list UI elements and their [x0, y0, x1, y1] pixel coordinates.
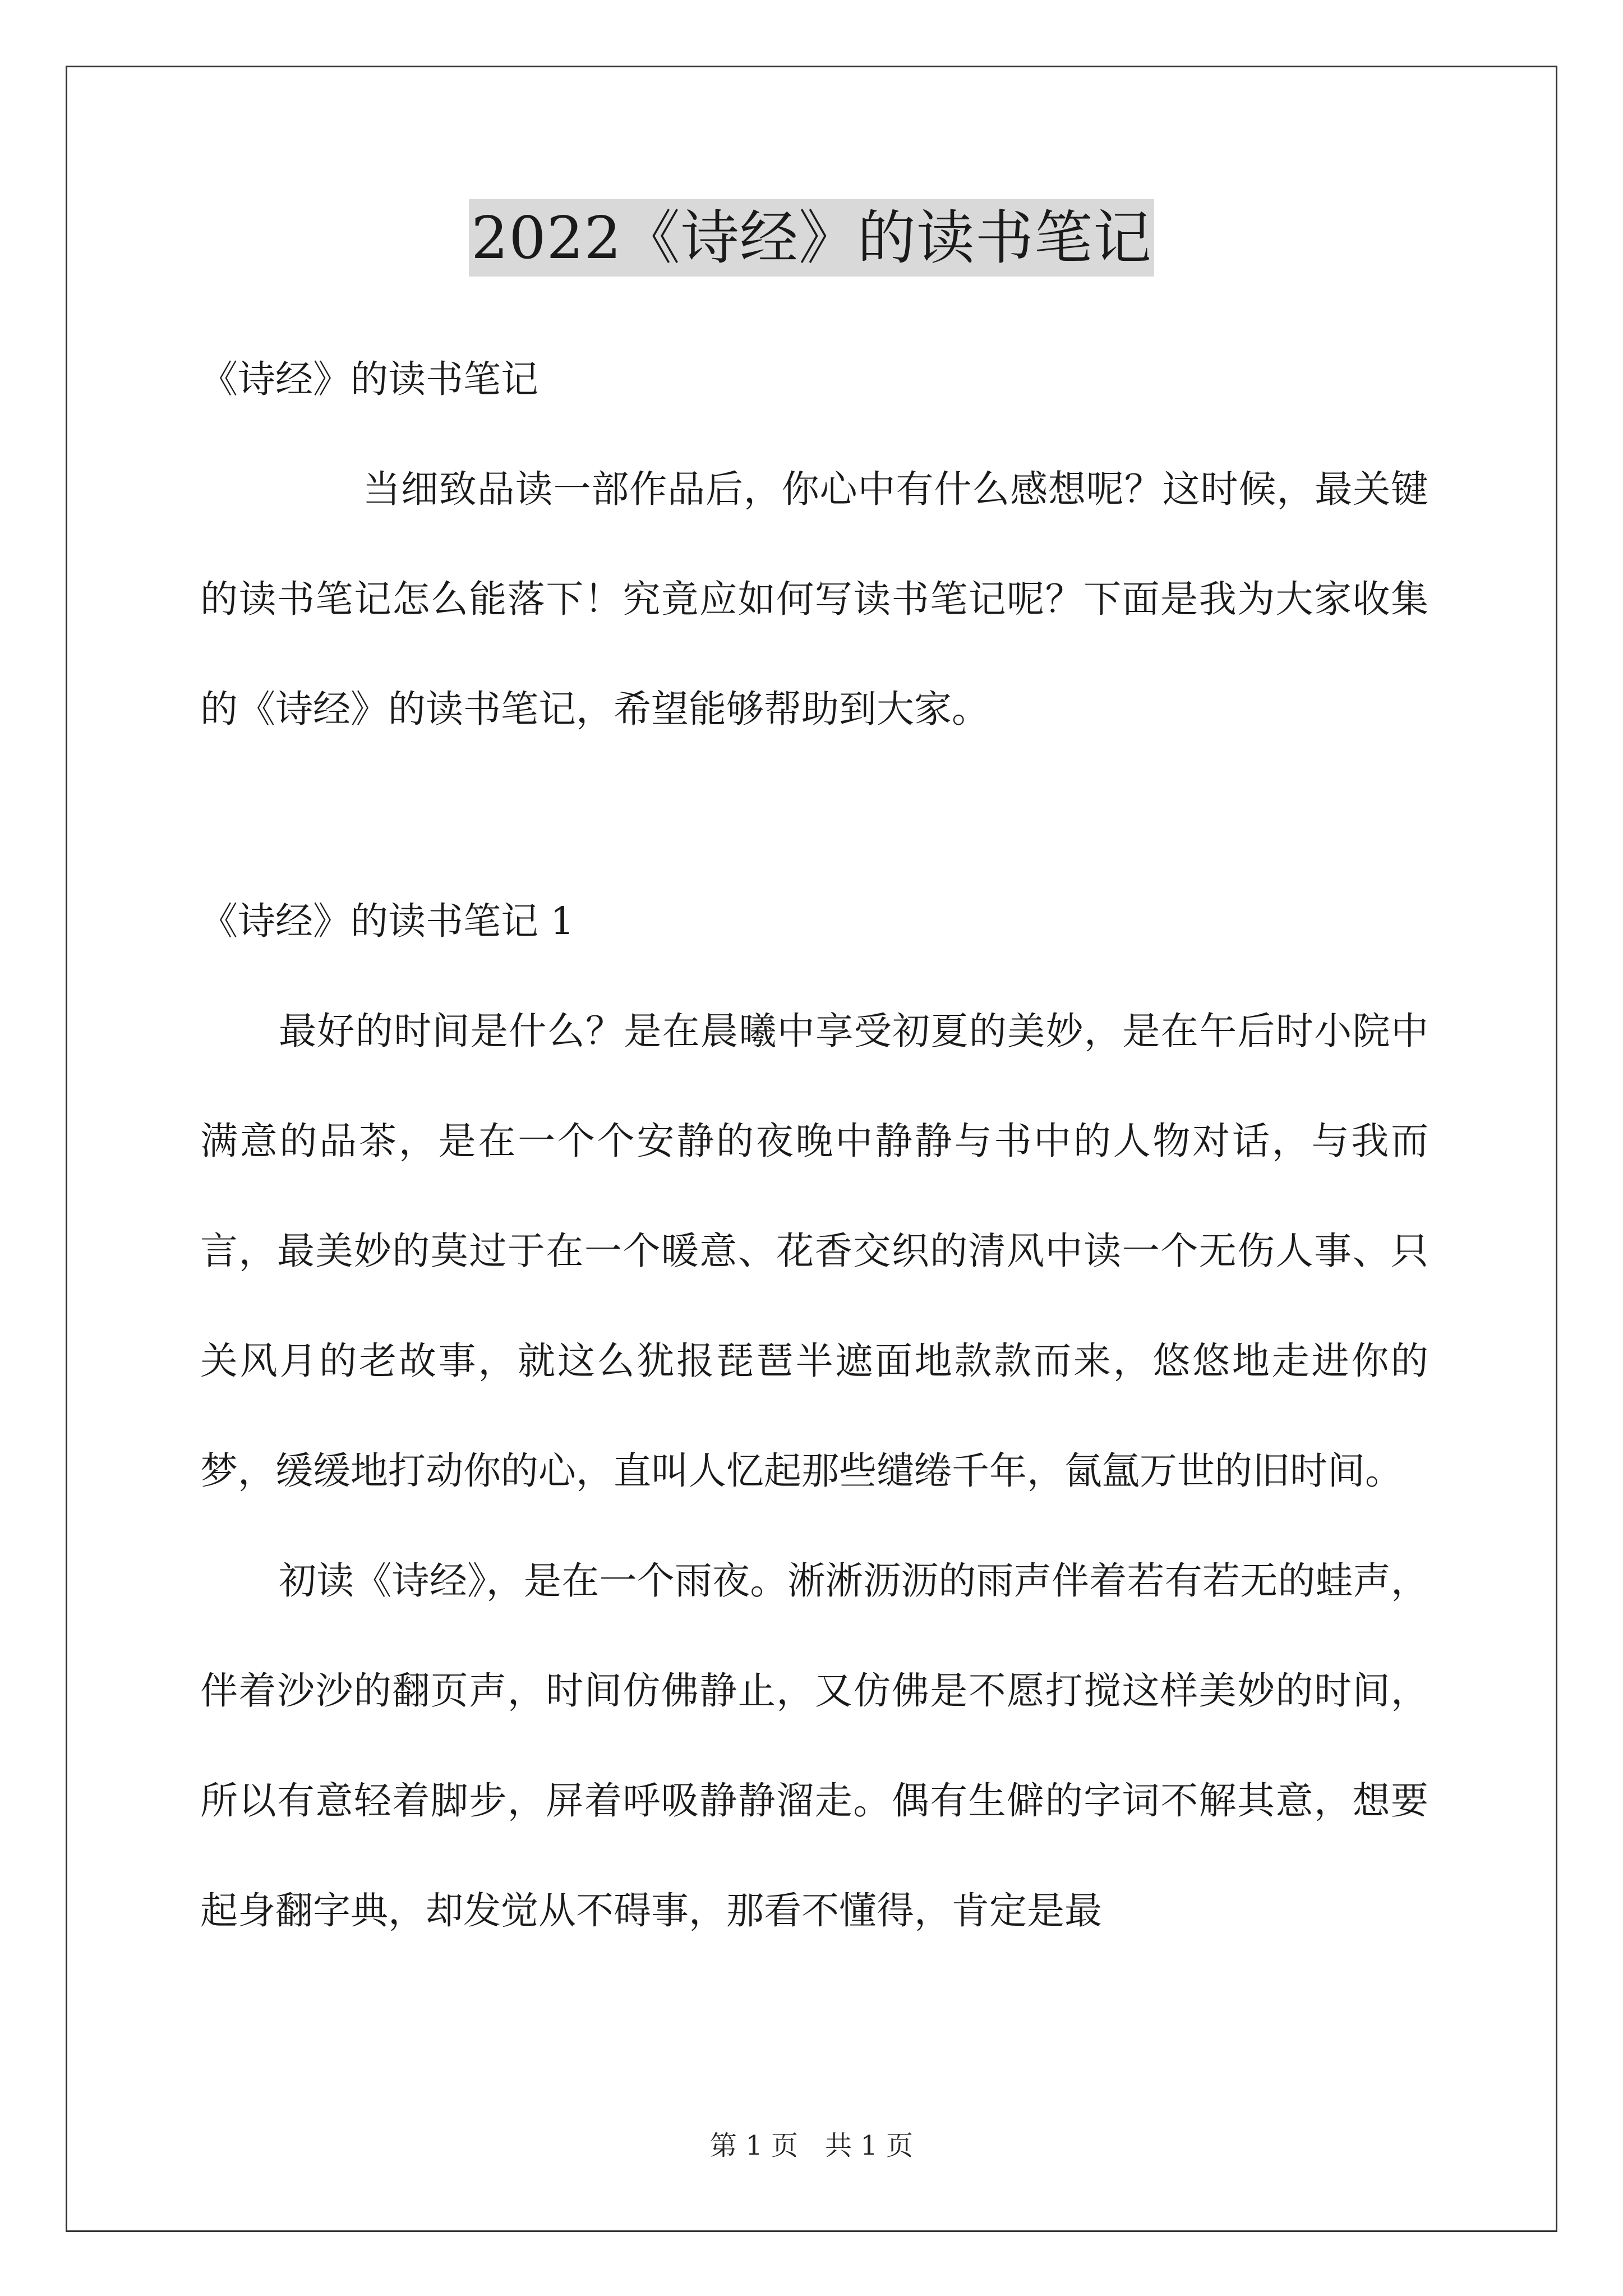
section-gap	[200, 764, 1428, 866]
document-body	[200, 324, 1428, 1966]
document-title-wrap	[0, 199, 1623, 277]
page-footer: 第 1 页 共 1 页	[709, 2130, 914, 2161]
body-paragraph-2: 初读《诗经》，是在一个雨夜。淅淅沥沥的雨声伴着若有若无的蛙声，伴着沙沙的翻页声，时间仿佛静止，又仿佛是不愿打搅这样美妙的时间，所以有意轻着脚步，屏着呼吸静静溜走。偶有生僻的字词不解其意，想要起身翻字典，却发觉从不碍事，那看不懂得，肯定是最	[200, 1559, 1428, 1932]
body-paragraph-1: 最好的时间是什么？是在晨曦中享受初夏的美妙，是在午后时小院中满意的品茶，是在一个个安静的夜晚中静静与书中的人物对话，与我而言，最美妙的莫过于在一个暖意、花香交织的清风中读一个无伤人事、只关风月的老故事，就这么犹报琵琶半遮面地款款而来，悠悠地走进你的梦，缓缓地打动你的心，直叫人忆起那些缱绻千年，氤氲万世的旧时间。	[200, 1009, 1428, 1493]
document-subtitle: 《诗经》的读书笔记	[200, 357, 538, 401]
intro-paragraph: 当细致品读一部作品后，你心中有什么感想呢？这时候，最关键的读书笔记怎么能落下！究竟应如何写读书笔记呢？下面是我为大家收集的《诗经》的读书笔记，希望能够帮助到大家。	[200, 467, 1428, 731]
document-title: 2022《诗经》的读书笔记	[469, 199, 1154, 277]
section-heading: 《诗经》的读书笔记 1	[200, 899, 574, 943]
